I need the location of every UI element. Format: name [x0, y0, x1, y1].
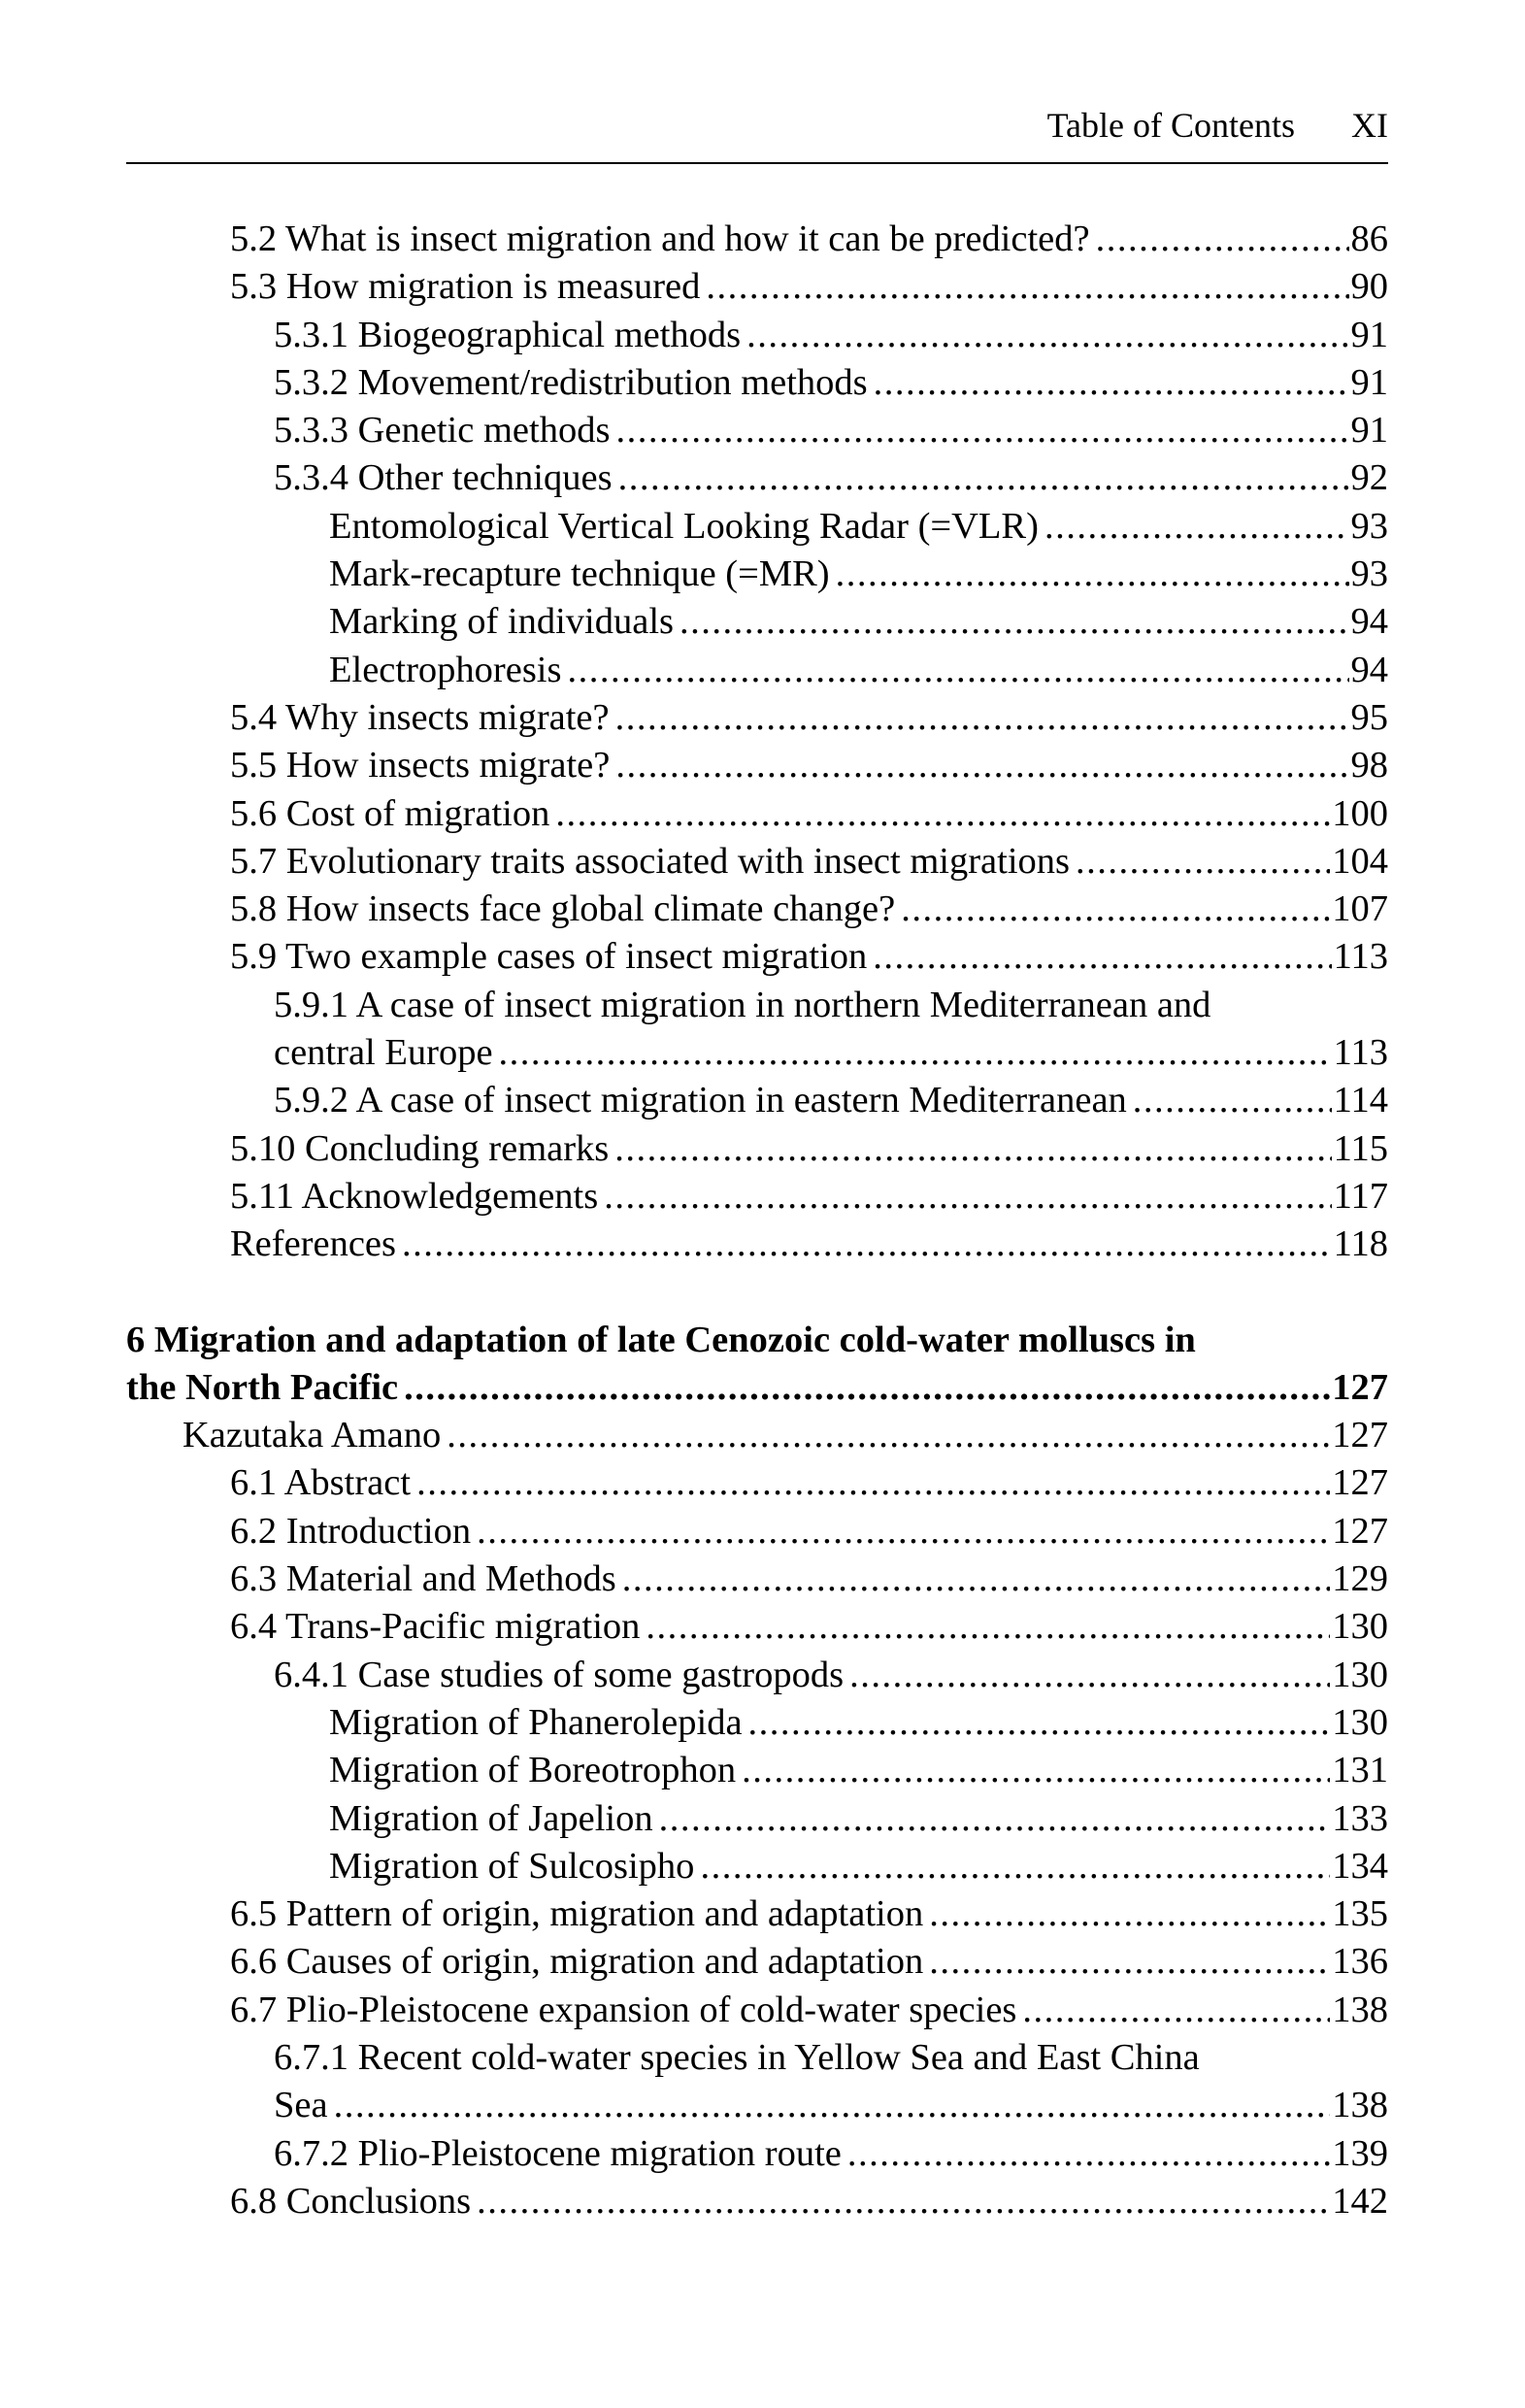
- toc-entry-page: 136: [1332, 1941, 1388, 1983]
- toc-entry: [0, 933, 1525, 981]
- toc-entry: [0, 216, 1525, 263]
- toc-entry-page: 104: [1332, 840, 1388, 882]
- toc-entry-title: Mark-recapture technique (=MR): [329, 553, 830, 595]
- toc-entry-page: 139: [1332, 2132, 1388, 2174]
- toc-entry: [0, 407, 1525, 454]
- toc-entry: [0, 359, 1525, 407]
- dot-leader: [700, 1843, 1330, 1890]
- toc-entry: [0, 1652, 1525, 1699]
- toc-entry-title: 5.3.3 Genetic methods: [274, 410, 611, 452]
- toc-entry-title: Marking of individuals: [329, 601, 675, 643]
- toc-entry-page: 115: [1333, 1127, 1388, 1169]
- toc-entry-page: 142: [1332, 2180, 1388, 2222]
- dot-leader: [615, 742, 1348, 789]
- toc-entry-title-line: 5.9.1 A case of insect migration in northern Mediterranean and: [274, 984, 1211, 1025]
- dot-leader: [1076, 838, 1330, 886]
- toc-entry-title-line: 6.7.1 Recent cold-water species in Yellow Sea and East China: [274, 2036, 1200, 2078]
- dot-leader: [447, 1412, 1330, 1459]
- toc-entry-page: 94: [1350, 601, 1388, 643]
- toc-entry-title: Migration of Phanerolepida: [329, 1701, 743, 1743]
- dot-leader: [622, 1555, 1331, 1603]
- toc-entry: [0, 598, 1525, 646]
- toc-entry: [0, 742, 1525, 789]
- toc-entry-page: 130: [1332, 1654, 1388, 1695]
- toc-entry-page: 135: [1332, 1893, 1388, 1935]
- chapter-page: 127: [1332, 1366, 1388, 1408]
- toc-entry-page: 138: [1332, 2085, 1388, 2126]
- dot-leader: [1133, 1077, 1332, 1124]
- toc-entry: [0, 1555, 1525, 1603]
- toc-entry-page: 131: [1332, 1750, 1388, 1791]
- dot-leader: [618, 454, 1349, 502]
- toc-entry-page: 118: [1333, 1223, 1388, 1265]
- dot-leader: [1044, 503, 1349, 551]
- dot-leader: [416, 1459, 1330, 1507]
- dot-leader: [499, 1029, 1332, 1077]
- toc-entry-title: Migration of Sulcosipho: [329, 1845, 695, 1887]
- toc-entry-page: 130: [1332, 1701, 1388, 1743]
- dot-leader: [646, 1603, 1330, 1651]
- toc-entry-page: 100: [1332, 792, 1388, 834]
- toc-entry-page: 114: [1333, 1080, 1388, 1121]
- toc-entry-page: 86: [1350, 218, 1388, 259]
- toc-entry-page: 98: [1350, 745, 1388, 786]
- toc-entry-page: 93: [1350, 553, 1388, 595]
- toc-entry-title: 6.7.2 Plio-Pleistocene migration route: [274, 2132, 842, 2174]
- toc-entry: [0, 1125, 1525, 1173]
- toc-entry: [0, 1987, 1525, 2034]
- toc-entry-page: 91: [1350, 314, 1388, 355]
- toc-entry-title: 5.3 How migration is measured: [230, 266, 701, 308]
- toc-entry-title: 5.4 Why insects migrate?: [230, 696, 610, 738]
- toc-entry-title: Migration of Boreotrophon: [329, 1750, 737, 1791]
- dot-leader: [604, 1173, 1331, 1221]
- toc-entry: [0, 1173, 1525, 1221]
- dot-leader: [836, 551, 1349, 598]
- toc-entry: [0, 1077, 1525, 1124]
- toc-entry: [0, 838, 1525, 886]
- toc-entry-title: 6.6 Causes of origin, migration and adaptation: [230, 1941, 924, 1983]
- dot-leader: [680, 598, 1348, 646]
- dot-leader: [706, 263, 1348, 311]
- toc-entry-title: 5.6 Cost of migration: [230, 792, 550, 834]
- toc-entry-title: 6.4 Trans-Pacific migration: [230, 1606, 641, 1648]
- dot-leader: [334, 2082, 1331, 2129]
- dot-leader: [615, 694, 1349, 742]
- toc-entry-page: 127: [1332, 1462, 1388, 1504]
- toc-entry-page: 93: [1350, 505, 1388, 547]
- dot-leader: [555, 790, 1330, 838]
- toc-entry: [0, 2178, 1525, 2225]
- dot-leader: [477, 2178, 1330, 2225]
- toc-entry-page: 127: [1332, 1415, 1388, 1456]
- toc-entry: [0, 263, 1525, 311]
- dot-leader: [874, 359, 1349, 407]
- toc-entry-page: 117: [1333, 1175, 1388, 1217]
- toc-entry: [0, 503, 1525, 551]
- toc-entry: [0, 647, 1525, 694]
- toc-entry-title: Migration of Japelion: [329, 1797, 653, 1839]
- running-header-section: Table of Contents: [1046, 106, 1295, 145]
- toc-entry: [0, 1843, 1525, 1890]
- toc-entry: [0, 1029, 1525, 1077]
- dot-leader: [929, 1938, 1330, 1986]
- toc-entry-page: 129: [1332, 1558, 1388, 1600]
- toc-entry-first-line: [0, 2034, 1525, 2082]
- toc-entry-title: 6.3 Material and Methods: [230, 1558, 616, 1600]
- dot-leader: [615, 407, 1348, 454]
- toc-entry: [0, 1699, 1525, 1747]
- toc-entry: [0, 1795, 1525, 1843]
- toc-entry-title: 6.7 Plio-Pleistocene expansion of cold-water species: [230, 1989, 1017, 2030]
- toc-entry-first-line: [0, 982, 1525, 1029]
- toc-entry: [0, 2082, 1525, 2129]
- table-of-contents: [0, 216, 1525, 2225]
- toc-author: [0, 1412, 1525, 1459]
- chapter-heading-first-line: [0, 1317, 1525, 1364]
- toc-entry: [0, 886, 1525, 933]
- toc-entry-title: 5.3.1 Biogeographical methods: [274, 314, 742, 355]
- dot-leader: [477, 1508, 1330, 1555]
- toc-entry-page: 133: [1332, 1797, 1388, 1839]
- toc-entry-page: 91: [1350, 361, 1388, 403]
- page-number: XI: [1351, 106, 1388, 145]
- toc-entry: [0, 1890, 1525, 1938]
- dot-leader: [402, 1221, 1332, 1268]
- toc-entry-page: 113: [1333, 1032, 1388, 1074]
- section-gap: [0, 1269, 1525, 1317]
- toc-entry-title: 5.3.2 Movement/redistribution methods: [274, 361, 868, 403]
- toc-entry-page: 94: [1350, 649, 1388, 690]
- dot-leader: [659, 1795, 1331, 1843]
- dot-leader: [614, 1125, 1331, 1173]
- dot-leader: [849, 1652, 1330, 1699]
- header-rule: [126, 162, 1388, 164]
- dot-leader: [929, 1890, 1330, 1938]
- toc-entry-title: 5.9 Two example cases of insect migration: [230, 936, 868, 978]
- toc-entry-title: 5.9.2 A case of insect migration in eastern Mediterranean: [274, 1080, 1127, 1121]
- dot-leader: [742, 1747, 1330, 1794]
- dot-leader: [1022, 1987, 1330, 2034]
- toc-entry: [0, 1938, 1525, 1986]
- toc-entry: [0, 790, 1525, 838]
- toc-entry-title: 5.3.4 Other techniques: [274, 457, 613, 499]
- chapter-heading: [0, 1364, 1525, 1412]
- toc-entry-title: 5.2 What is insect migration and how it can be predicted?: [230, 218, 1090, 259]
- toc-entry: [0, 454, 1525, 502]
- toc-entry-title: 6.1 Abstract: [230, 1462, 412, 1504]
- toc-entry: [0, 1508, 1525, 1555]
- toc-entry-title: 6.2 Introduction: [230, 1510, 472, 1552]
- toc-entry-title: 5.7 Evolutionary traits associated with insect migrations: [230, 840, 1071, 882]
- toc-entry: [0, 1459, 1525, 1507]
- toc-entry-page: 90: [1350, 266, 1388, 308]
- dot-leader: [1096, 216, 1349, 263]
- dot-leader: [847, 2130, 1330, 2178]
- chapter-title: the North Pacific: [126, 1366, 399, 1408]
- toc-entry-title: 6.8 Conclusions: [230, 2180, 472, 2222]
- toc-entry-title: Entomological Vertical Looking Radar (=VLR): [329, 505, 1039, 547]
- toc-entry-page: 92: [1350, 457, 1388, 499]
- dot-leader: [873, 933, 1331, 981]
- toc-entry-page: 138: [1332, 1989, 1388, 2030]
- toc-entry: [0, 694, 1525, 742]
- toc-entry-title: Sea: [274, 2085, 328, 2126]
- toc-entry-title: 5.5 How insects migrate?: [230, 745, 611, 786]
- toc-entry-title: 6.5 Pattern of origin, migration and adaptation: [230, 1893, 924, 1935]
- toc-entry-page: 113: [1333, 936, 1388, 978]
- chapter-title-line: 6 Migration and adaptation of late Cenozoic cold-water molluscs in: [126, 1319, 1196, 1360]
- dot-leader: [901, 886, 1330, 933]
- toc-entry-page: 107: [1332, 888, 1388, 930]
- dot-leader: [746, 312, 1348, 359]
- toc-entry-title: 5.8 How insects face global climate change?: [230, 888, 896, 930]
- toc-entry: [0, 1221, 1525, 1268]
- toc-entry-title: Electrophoresis: [329, 649, 562, 690]
- toc-entry-title: 5.11 Acknowledgements: [230, 1175, 599, 1217]
- toc-entry-page: 134: [1332, 1845, 1388, 1887]
- author-name: Kazutaka Amano: [182, 1415, 442, 1456]
- toc-entry-page: 95: [1350, 696, 1388, 738]
- toc-entry-page: 91: [1350, 410, 1388, 452]
- toc-entry: [0, 2130, 1525, 2178]
- dot-leader: [567, 647, 1348, 694]
- toc-entry: [0, 1747, 1525, 1794]
- toc-entry-title: 6.4.1 Case studies of some gastropods: [274, 1654, 845, 1695]
- dot-leader: [748, 1699, 1331, 1747]
- toc-entry-page: 127: [1332, 1510, 1388, 1552]
- toc-entry-page: 130: [1332, 1606, 1388, 1648]
- toc-entry: [0, 1603, 1525, 1651]
- dot-leader: [404, 1364, 1330, 1412]
- toc-entry: [0, 551, 1525, 598]
- running-header: [126, 105, 1388, 159]
- toc-entry-title: central Europe: [274, 1032, 493, 1074]
- toc-entry-title: 5.10 Concluding remarks: [230, 1127, 610, 1169]
- toc-entry: [0, 312, 1525, 359]
- toc-entry-title: References: [230, 1223, 396, 1265]
